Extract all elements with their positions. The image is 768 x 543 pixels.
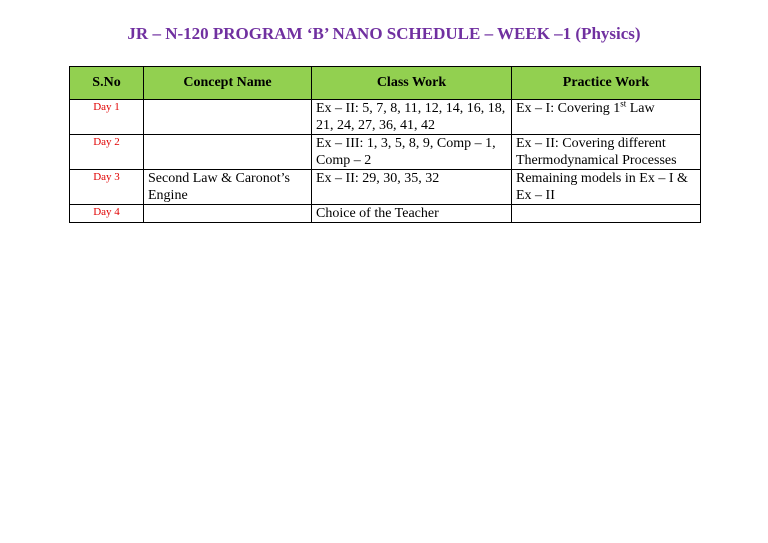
cell-practice: Remaining models in Ex – I & Ex – II [512,170,701,205]
cell-sno: Day 4 [70,205,144,223]
table-header-row [70,67,701,100]
cell-practice: Ex – II: Covering different Thermodynamical Processes [512,135,701,170]
cell-concept [144,205,312,223]
practice-superscript: st [620,98,627,109]
cell-classwork: Ex – II: 29, 30, 35, 32 [312,170,512,205]
table-row [70,170,701,205]
cell-sno: Day 1 [70,100,144,135]
practice-text-suffix: Law [626,101,655,116]
cell-sno: Day 3 [70,170,144,205]
cell-concept [144,135,312,170]
practice-text: Ex – I: Covering 1 [516,101,621,116]
cell-sno: Day 2 [70,135,144,170]
schedule-table [69,66,701,223]
cell-practice [512,100,701,135]
table-row [70,100,701,135]
cell-classwork: Choice of the Teacher [312,205,512,223]
header-sno: S.No [70,67,144,100]
cell-classwork: Ex – II: 5, 7, 8, 11, 12, 14, 16, 18, 21, 24, 27, 36, 41, 42 [312,100,512,135]
cell-classwork: Ex – III: 1, 3, 5, 8, 9, Comp – 1, Comp – 2 [312,135,512,170]
cell-concept [144,100,312,135]
table-row [70,135,701,170]
header-concept-name: Concept Name [144,67,312,100]
page-title: JR – N-120 PROGRAM ‘B’ NANO SCHEDULE – WEEK –1 (Physics) [127,24,641,43]
table-row [70,205,701,223]
cell-concept: Second Law & Caronot’s Engine [144,170,312,205]
header-class-work: Class Work [312,67,512,100]
header-practice-work: Practice Work [512,67,701,100]
cell-practice [512,205,701,223]
